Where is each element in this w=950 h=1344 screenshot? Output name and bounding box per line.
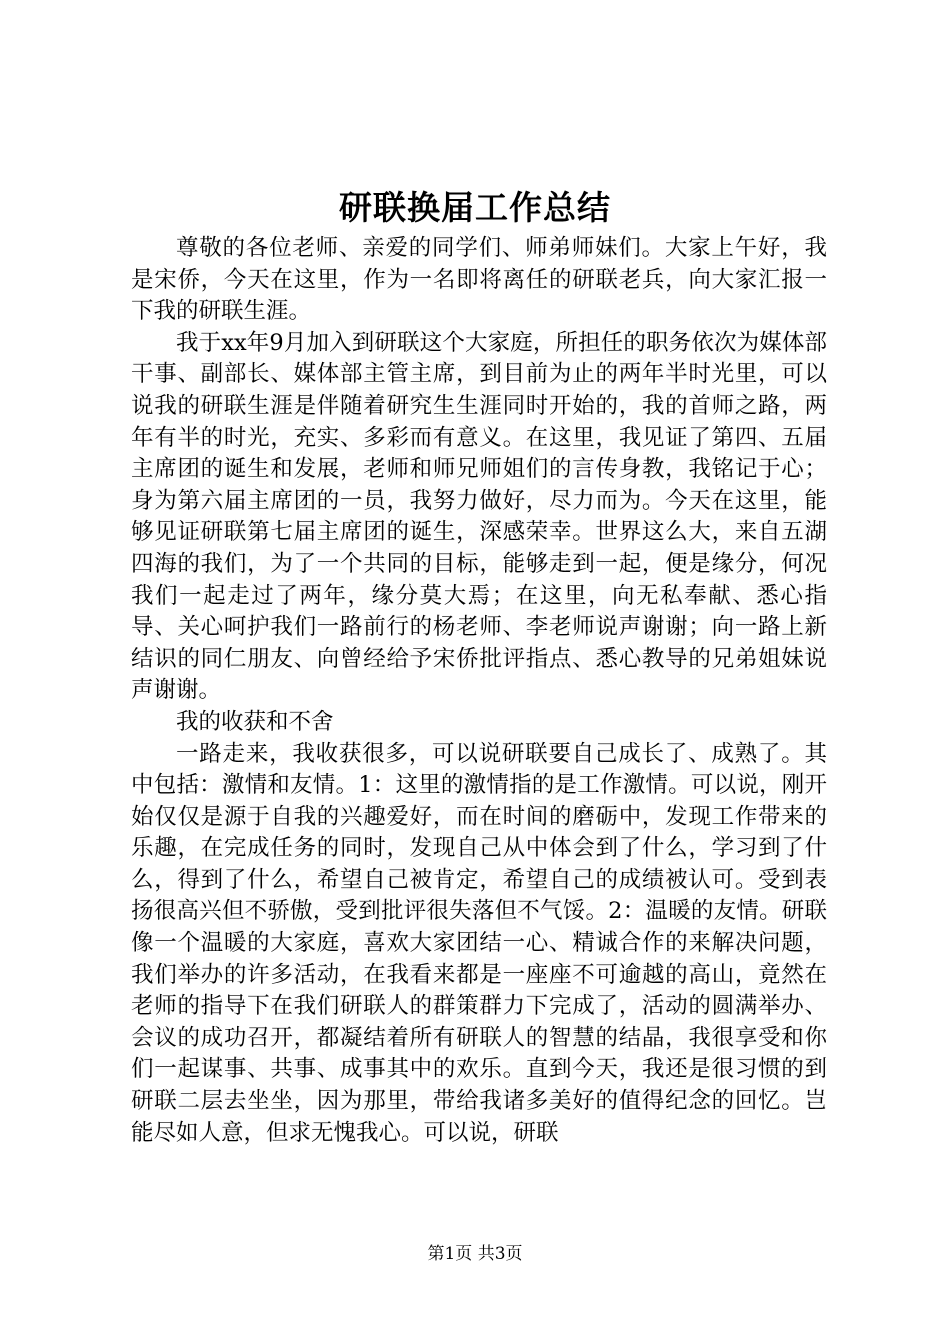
paragraph-greeting: 尊敬的各位老师、亲爱的同学们、师弟师妹们。大家上午好，我是宋侨，今天在这里，作为一名即将离任的研联老兵，向大家汇报一下我的研联生涯。 [131, 235, 827, 325]
paragraph-experience: 我于xx年9月加入到研联这个大家庭，所担任的职务依次为媒体部干事、副部长、媒体部主管主席，到目前为止的两年半时光里，可以说我的研联生涯是伴随着研究生生涯同时开始的，我的首师之路，两年有半的时光，充实、多彩而有意义。在这里，我见证了第四、五届主席团的诞生和发展，老师和师兄师姐们的言传身教，我铭记于心；身为第六届主席团的一员，我努力做好，尽力而为。今天在这里，能够见证研联第七届主席团的诞生，深感荣幸。世界这么大，来自五湖四海的我们，为了一个共同的目标，能够走到一起，便是缘分，何况我们一起走过了两年，缘分莫大焉；在这里，向无私奉献、悉心指导、关心呵护我们一路前行的杨老师、李老师说声谢谢；向一路上新结识的同仁朋友、向曾经给予宋侨批评指点、悉心教导的兄弟姐妹说声谢谢。 [131, 329, 827, 704]
section-heading-gains: 我的收获和不舍 [176, 708, 334, 735]
paragraph-gains: 一路走来，我收获很多，可以说研联要自己成长了、成熟了。其中包括：激情和友情。1：这里的激情指的是工作激情。可以说，刚开始仅仅是源于自我的兴趣爱好，而在时间的磨砺中，发现工作带来的乐趣，在完成任务的同时，发现自己从中体会到了什么，学习到了什么，得到了什么，希望自己被肯定，希望自己的成绩被认可。受到表扬很高兴但不骄傲，受到批评很失落但不气馁。2：温暖的友情。研联像一个温暖的大家庭，喜欢大家团结一心、精诚合作的来解决问题，我们举办的许多活动，在我看来都是一座座不可逾越的高山，竟然在老师的指导下在我们研联人的群策群力下完成了，活动的圆满举办、会议的成功召开，都凝结着所有研联人的智慧的结晶，我很享受和你们一起谋事、共事、成事其中的欢乐。直到今天，我还是很习惯的到研联二层去坐坐，因为那里，带给我诸多美好的值得纪念的回忆。岂能尽如人意，但求无愧我心。可以说，研联 [131, 740, 827, 1146]
document-body [131, 233, 827, 1149]
document-title: 研联换届工作总结 [339, 188, 611, 227]
page-footer: 第1页 共3页 [427, 1244, 523, 1264]
